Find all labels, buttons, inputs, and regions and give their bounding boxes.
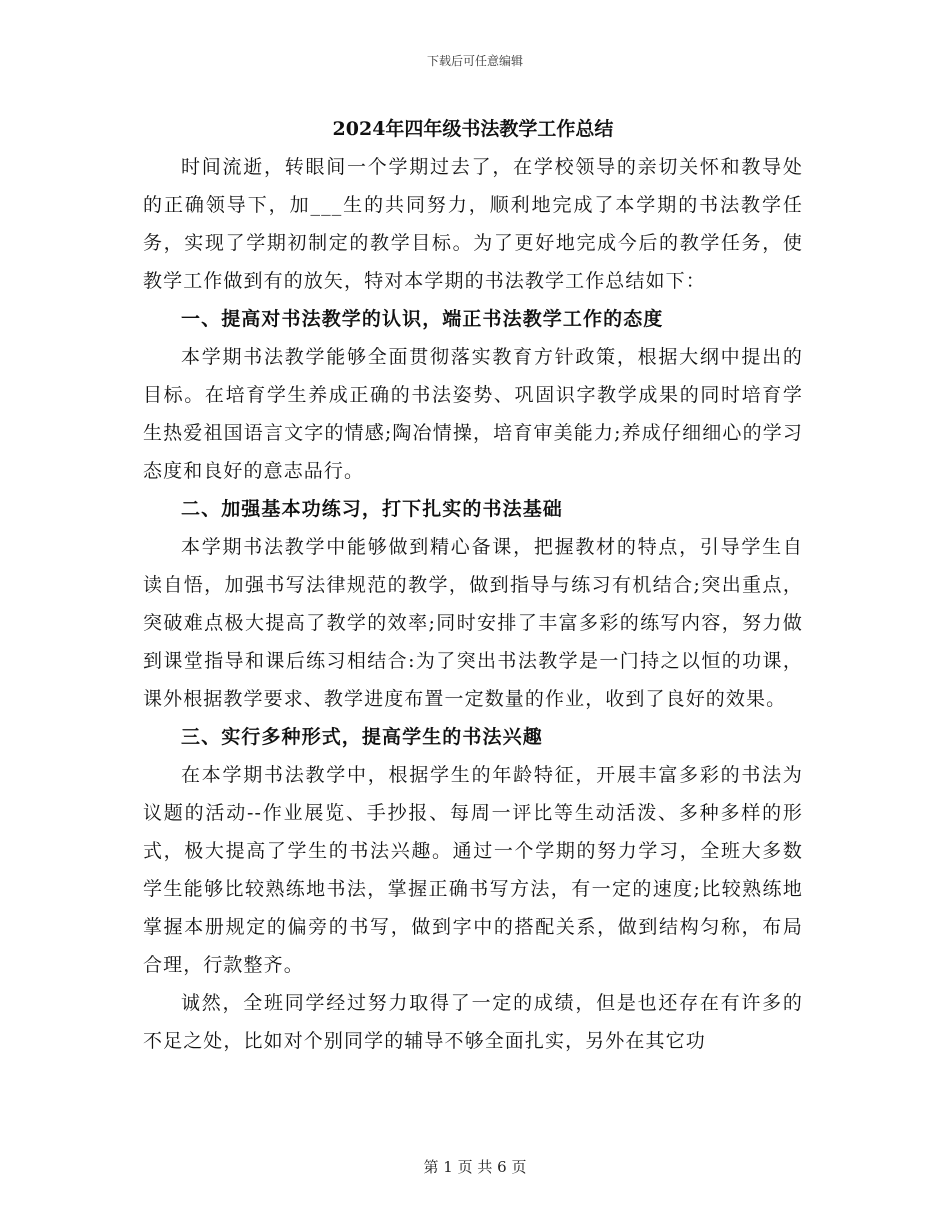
intro-paragraph: 时间流逝，转眼间一个学期过去了，在学校领导的亲切关怀和教导处的正确领导下，加___生的共同努力，顺利地完成了本学期的书法教学任务，实现了学期初制定的教学目标。为了更好地完成今后的教学任务，使教学工作做到有的放矢，特对本学期的书法教学工作总结如下： xyxy=(143,156,803,292)
section-2-heading: 二、加强基本功练习，打下扎实的书法基础 xyxy=(181,498,563,520)
document-title: 2024年四年级书法教学工作总结 xyxy=(332,118,614,140)
closing-paragraph: 诚然，全班同学经过努力取得了一定的成绩，但是也还存在有许多的不足之处，比如对个别同学的辅导不够全面扎实，另外在其它功 xyxy=(143,992,803,1052)
section-2-paragraph: 本学期书法教学中能够做到精心备课，把握教材的特点，引导学生自读自悟，加强书写法律规范的教学，做到指导与练习有机结合;突出重点，突破难点极大提高了教学的效率;同时安排了丰富多彩的练写内容，努力做到课堂指导和课后练习相结合:为了突出书法教学是一门持之以恒的功课，课外根据教学要求、教学进度布置一定数量的作业，收到了良好的效果。 xyxy=(143,536,803,710)
section-3-paragraph: 在本学期书法教学中，根据学生的年龄特征，开展丰富多彩的书法为议题的活动--作业展览、手抄报、每周一评比等生动活泼、多种多样的形式，极大提高了学生的书法兴趣。通过一个学期的努力学习，全班大多数学生能够比较熟练地书法，掌握正确书写方法，有一定的速度;比较熟练地掌握本册规定的偏旁的书写，做到字中的搭配关系，做到结构匀称，布局合理，行款整齐。 xyxy=(143,764,803,976)
section-1-paragraph: 本学期书法教学能够全面贯彻落实教育方针政策，根据大纲中提出的目标。在培育学生养成正确的书法姿势、巩固识字教学成果的同时培育学生热爱祖国语言文字的情感;陶冶情操，培育审美能力;养成仔细细心的学习态度和良好的意志品行。 xyxy=(143,346,803,482)
page-number: 第 1 页 共 6 页 xyxy=(423,1158,527,1176)
page-header-note: 下载后可任意编辑 xyxy=(426,54,523,68)
section-3-heading: 三、实行多种形式，提高学生的书法兴趣 xyxy=(181,726,543,748)
section-1-heading: 一、提高对书法教学的认识，端正书法教学工作的态度 xyxy=(181,308,664,330)
document-body xyxy=(143,110,803,1060)
